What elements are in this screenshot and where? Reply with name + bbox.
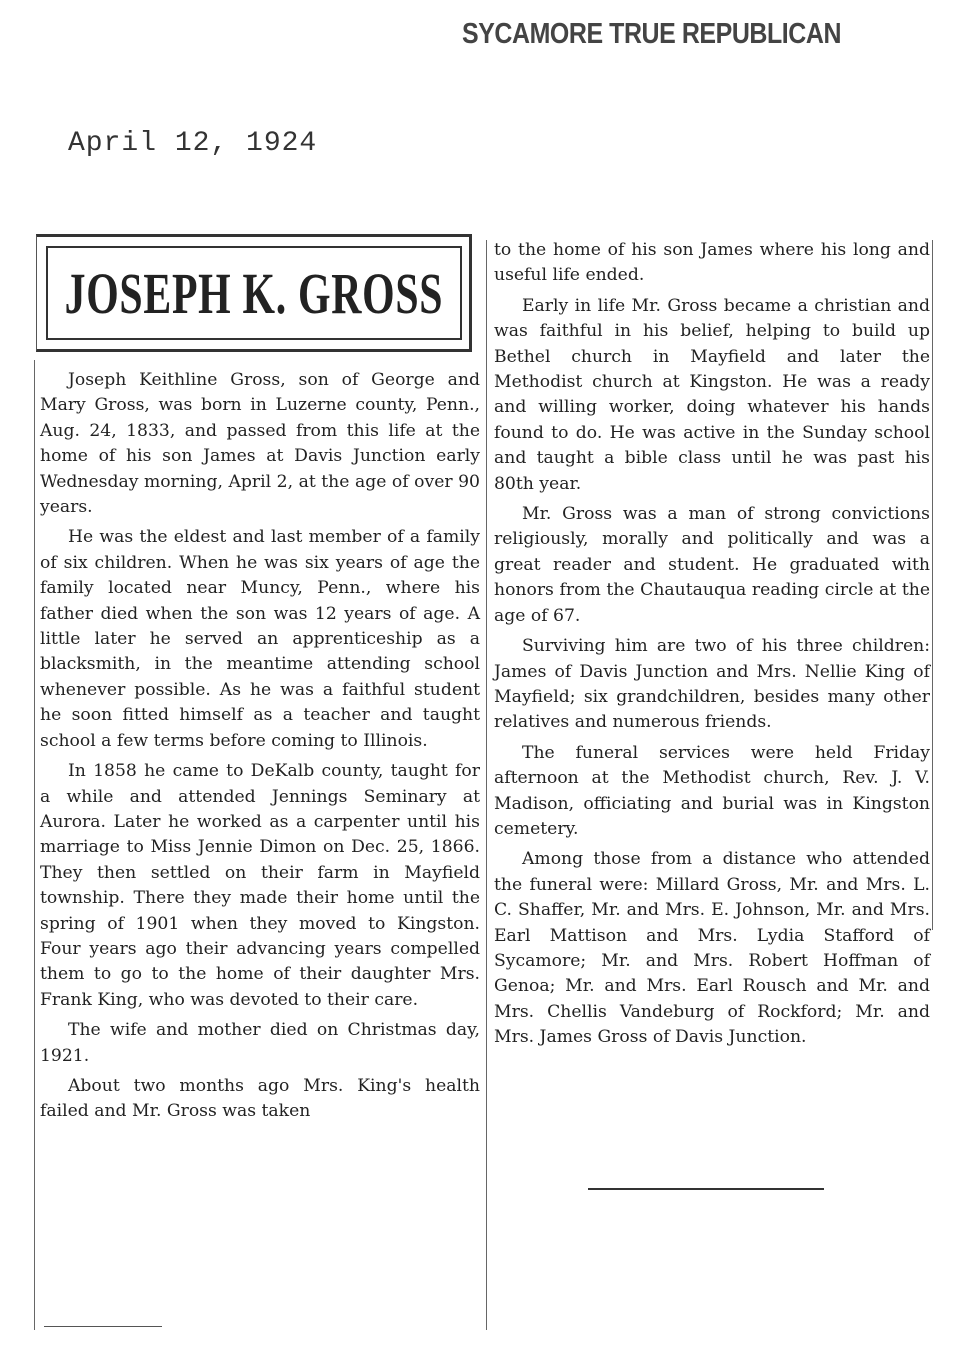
paragraph: Joseph Keithline Gross, son of George and Mary Gross, was born in Luzerne county, Penn., Aug. 24, 1833, and passed from this life at the home of his son James at Davis Junction early Wednesday morning, April 2, at the age of over 90 years. — [40, 370, 480, 518]
paragraph: Mr. Gross was a man of strong convictions religiously, morally and politically and was a great reader and student. He graduated with honors from the Chautauqua reading circle at the age of 67. — [494, 504, 930, 626]
right-column — [494, 238, 930, 1056]
headline: JOSEPH K. GROSS — [64, 260, 444, 326]
left-column-rule — [34, 360, 35, 1330]
headline-inner-border — [46, 246, 462, 340]
paragraph: to the home of his son James where his long and useful life ended. — [494, 240, 930, 286]
paragraph: He was the eldest and last member of a family of six children. When he was six years of age the family located near Muncy, Penn., where his father died when the son was 12 years of age. A little later he served an apprenticeship as a blacksmith, in the meantime attending school whenever possible. As he was a faithful student he soon fitted himself as a teacher and taught school a few terms before coming to Illinois. — [40, 527, 480, 751]
paragraph: Surviving him are two of his three children: James of Davis Junction and Mrs. Nellie King of Mayfield; six grandchildren, besides many other relatives and numerous friends. — [494, 636, 930, 733]
clipping-date: April 12, 1924 — [68, 128, 318, 159]
column-divider — [486, 240, 487, 1330]
article-end-rule — [588, 1188, 824, 1190]
headline-box — [36, 234, 472, 352]
right-column-rule — [932, 240, 933, 930]
paragraph: In 1858 he came to DeKalb county, taught for a while and attended Jennings Seminary at Aurora. Later he worked as a carpenter until his marriage to Miss Jennie Dimon on Dec. 25, 1866. They then settled on their farm in Mayfield township. There they made their home until the spring of 1901 when they moved to Kingston. Four years ago their advancing years compelled them to go to the home of their daughter Mrs. Frank King, who was devoted to their care. — [40, 761, 480, 1010]
paragraph: The wife and mother died on Christmas day, 1921. — [40, 1020, 480, 1066]
paragraph: The funeral services were held Friday afternoon at the Methodist church, Rev. J. V. Madison, officiating and burial was in Kingston cemetery. — [494, 742, 930, 839]
paragraph: Among those from a distance who attended the funeral were: Millard Gross, Mr. and Mrs. L. C. Shaffer, Mr. and Mrs. E. Johnson, Mr. and Mrs. Earl Mattison and Mrs. Lydia Stafford of Sycamore; Mr. and Mrs. Robert Hoffman of Genoa; Mr. and Mrs. Earl Rousch and Mr. and Mrs. Chellis Vandeburg of Rockford; Mr. and Mrs. James Gross of Davis Junction. — [494, 849, 930, 1048]
left-column — [40, 368, 480, 1130]
newspaper-stamp: SYCAMORE TRUE REPUBLICAN — [462, 18, 842, 50]
paragraph: About two months ago Mrs. King's health failed and Mr. Gross was taken — [40, 1075, 480, 1122]
clipping-edge-rule — [44, 1326, 162, 1327]
paragraph: Early in life Mr. Gross became a christian and was faithful in his belief, helping to build up Bethel church in Mayfield and later the Methodist church at Kingston. He was a ready and willing worker, doing whatever his hands found to do. He was active in the Sunday school and taught a bible class until he was past his 80th year. — [494, 295, 930, 494]
